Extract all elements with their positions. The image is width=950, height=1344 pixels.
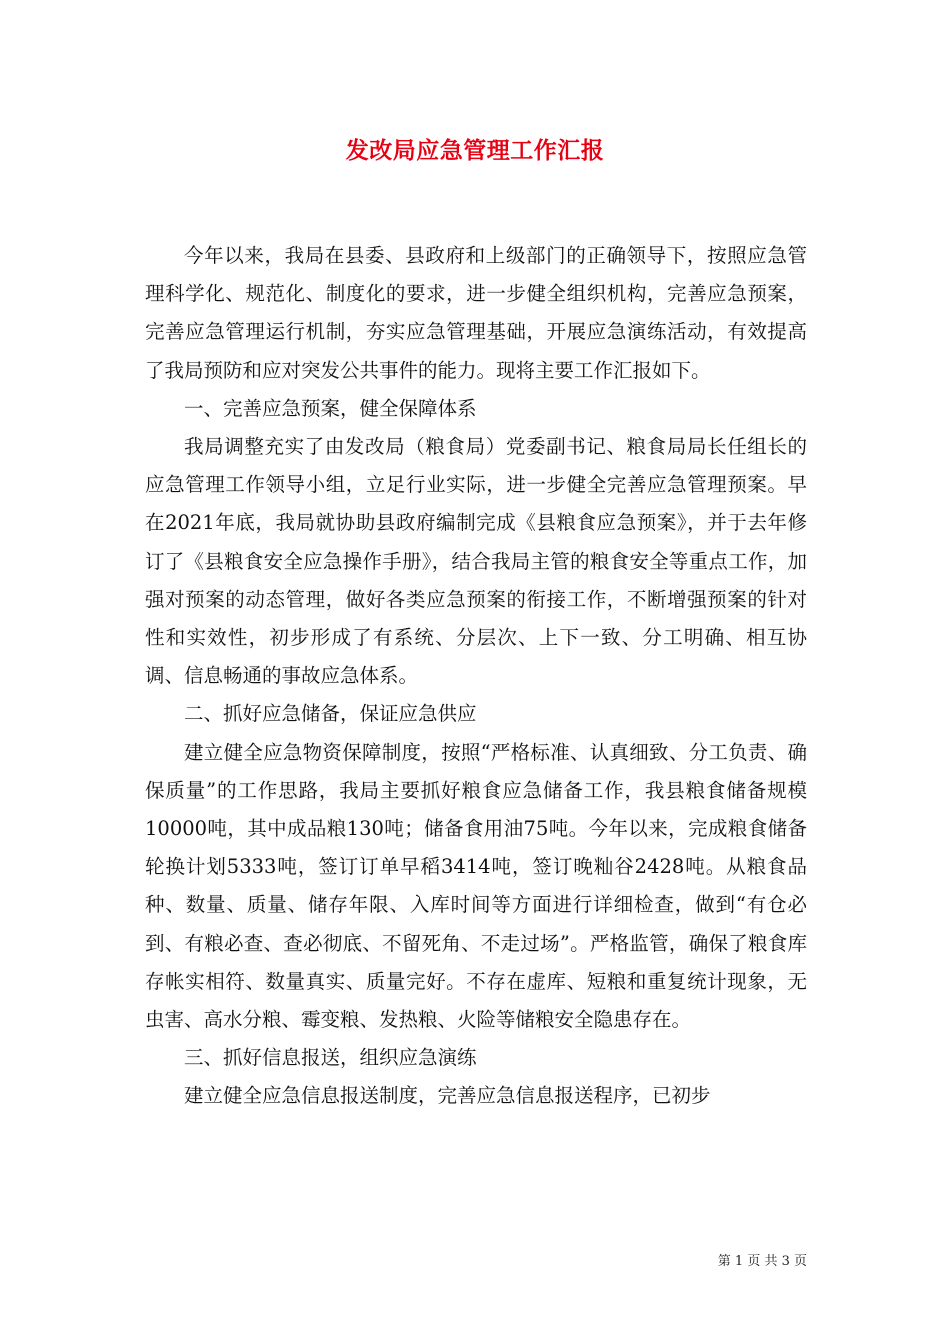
- page-number-footer: 第 1 页 共 3 页: [717, 1254, 807, 1269]
- document-body: [145, 237, 807, 1116]
- section-1-paragraph: 我局调整充实了由发改局（粮食局）党委副书记、粮食局局长任组长的应急管理工作领导小组，立足行业实际，进一步健全完善应急管理预案。早在2021年底，我局就协助县政府编制完成《县粮食应急预案》，并于去年修订了《县粮食安全应急操作手册》，结合我局主管的粮食安全等重点工作，加强对预案的动态管理，做好各类应急预案的衔接工作，不断增强预案的针对性和实效性，初步形成了有系统、分层次、上下一致、分工明确、相互协调、信息畅通的事故应急体系。: [145, 435, 807, 688]
- section-2-paragraph: 建立健全应急物资保障制度，按照“严格标准、认真细致、分工负责、确保质量”的工作思路，我局主要抓好粮食应急储备工作，我县粮食储备规模10000吨，其中成品粮130吨；储备食用油75吨。今年以来，完成粮食储备轮换计划5333吨，签订订单早稻3414吨，签订晚籼谷2428吨。从粮食品种、数量、质量、储存年限、入库时间等方面进行详细检查，做到“有仓必到、有粮必查、查必彻底、不留死角、不走过场”。严格监管，确保了粮食库存帐实相符、数量真实、质量完好。不存在虚库、短粮和重复统计现象，无虫害、高水分粮、霉变粮、发热粮、火险等储粮安全隐患存在。: [145, 740, 807, 1032]
- section-heading-1: 一、完善应急预案，健全保障体系: [184, 396, 477, 420]
- section-heading-2: 二、抓好应急储备，保证应急供应: [184, 702, 477, 726]
- intro-paragraph: 今年以来，我局在县委、县政府和上级部门的正确领导下，按照应急管理科学化、规范化、制度化的要求，进一步健全组织机构，完善应急预案，完善应急管理运行机制，夯实应急管理基础，开展应急演练活动，有效提高了我局预防和应对突发公共事件的能力。现将主要工作汇报如下。: [145, 244, 807, 382]
- section-3-paragraph: 建立健全应急信息报送制度，完善应急信息报送程序，已初步: [184, 1084, 711, 1108]
- document-title: 发改局应急管理工作汇报: [345, 137, 605, 164]
- section-heading-3: 三、抓好信息报送，组织应急演练: [184, 1046, 477, 1070]
